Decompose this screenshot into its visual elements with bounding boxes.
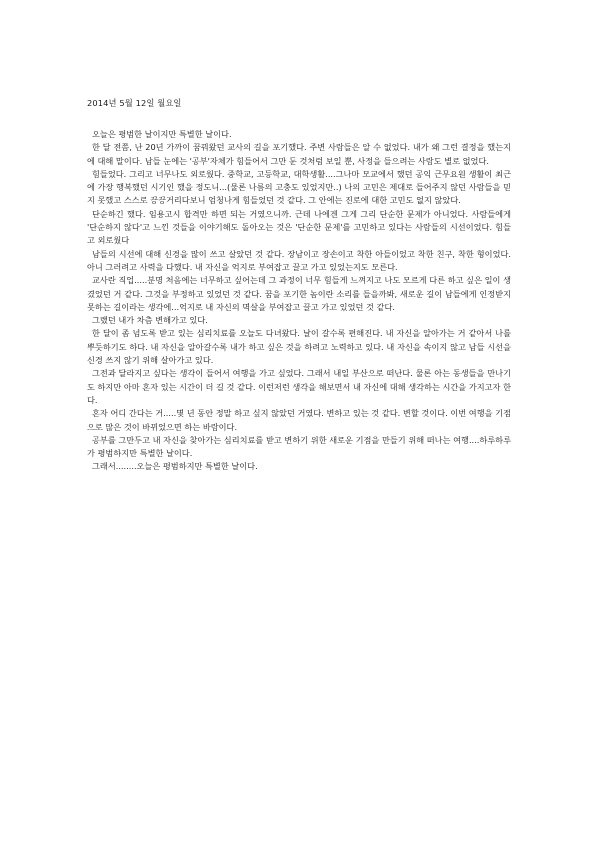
diary-body: [87, 128, 511, 474]
paragraph: 오늘은 평범한 날이지만 특별한 날이다.: [92, 129, 232, 139]
paragraph: 남들의 시선에 대해 신경을 많이 쓰고 살았던 것 같다. 장남이고 장손이고 착한 아들이었고 착한 친구, 착한 형이었다. 아니 그러려고 사력을 다했다. 내 자신을 억지로 부여잡고 끌고 가고 있었는지도 모른다.: [87, 248, 511, 272]
diary-date: 2014년 5월 12일 월요일: [87, 98, 182, 108]
paragraph: 힘들었다. 그리고 너무나도 외로웠다. 중학교, 고등학교, 대학생활....그나마 모교에서 했던 공익 근무요원 생활이 최근에 가장 행복했던 시기인 했을 정도니...(물론 나름의 고충도 있었지만..) 나의 고민은 제대로 들어주지 않던 사람들을 믿지 못했고 스스로 끙끙거리다보니 엄청나게 힘들었던 것 같다. 그 안에는 진로에 대한 고민도 없지 않았다.: [87, 168, 511, 206]
paragraph: 그래서........오늘은 평범하지만 특별한 날이다.: [92, 461, 258, 472]
paragraph: 그전과 달라지고 싶다는 생각이 들어서 여행을 가고 싶었다. 그래서 내일 부산으로 떠난다. 물론 아는 동생들을 만나기도 하지만 아마 혼자 있는 시간이 더 길 것 같다. 이런저런 생각을 해보면서 내 자신에 대해 생각하는 시간을 가지고자 한다.: [87, 368, 511, 405]
paragraph: 한 달 전쯤, 난 20년 가까이 꿈꿔왔던 교사의 길을 포기했다. 주변 사람들은 알 수 없었다. 내가 왜 그런 결정을 했는지에 대해 말이다. 남들 눈에는 '공부'자체가 힘들어서 그만 둔 것처럼 보일 뿐, 사정을 들으려는 사람도 별로 없었다.: [87, 142, 511, 166]
paragraph: 한 달이 좀 넘도록 받고 있는 심리치료를 오늘도 다녀왔다. 날이 갈수록 편해진다. 내 자신을 알아가는 거 같아서 나를 뿌듯하기도 하다. 내 자신을 알아갈수록 내가 하고 싶은 것을 하려고 노력하고 있다. 내 자신을 속이지 않고 남들 시선을 신경 쓰지 않기 위해 살아가고 있다.: [87, 328, 511, 366]
paragraph: 공부를 그만두고 내 자신을 찾아가는 심리치료를 받고 변하기 위한 새로운 기점을 만들기 위해 떠나는 여행....하루하루가 평범하지만 특별한 날이다.: [87, 434, 511, 459]
paragraph: 그랬던 내가 차츰 변해가고 있다.: [92, 315, 208, 326]
paragraph: 혼자 어디 간다는 거.....몇 년 동안 정말 하고 싶지 않았던 거였다. 변하고 있는 것 같다. 변할 것이다. 이번 여행을 기점으로 많은 것이 바뀌었으면 하는 바람이다.: [87, 408, 511, 432]
paragraph: 단순하긴 했다. 임용고시 합격만 하면 되는 거였으니까. 근데 나에겐 그게 그리 단순한 문제가 아니었다. 사람들에게 '단순하지 않다'고 느낀 것들을 이야기해도 돌아오는 것은 '단순한 문제'를 고민하고 있다는 사람들의 시선이었다. 힘들고 외로웠다: [87, 208, 511, 246]
paragraph: 교사란 직업.....분명 처음에는 너무하고 싶어는데 그 과정이 너무 힘들게 느껴지고 나도 모르게 다른 하고 싶은 일이 생겼었던 거 같다. 그것을 부정하고 있었던 것 같다. 꿈을 포기한 놈이란 소리를 들을까봐, 새로운 길이 남들에게 인정받지 못하는 길이라는 생각에...억지로 내 자신의 멱살을 부여잡고 끌고 가고 있었던 것 같다.: [87, 275, 511, 312]
